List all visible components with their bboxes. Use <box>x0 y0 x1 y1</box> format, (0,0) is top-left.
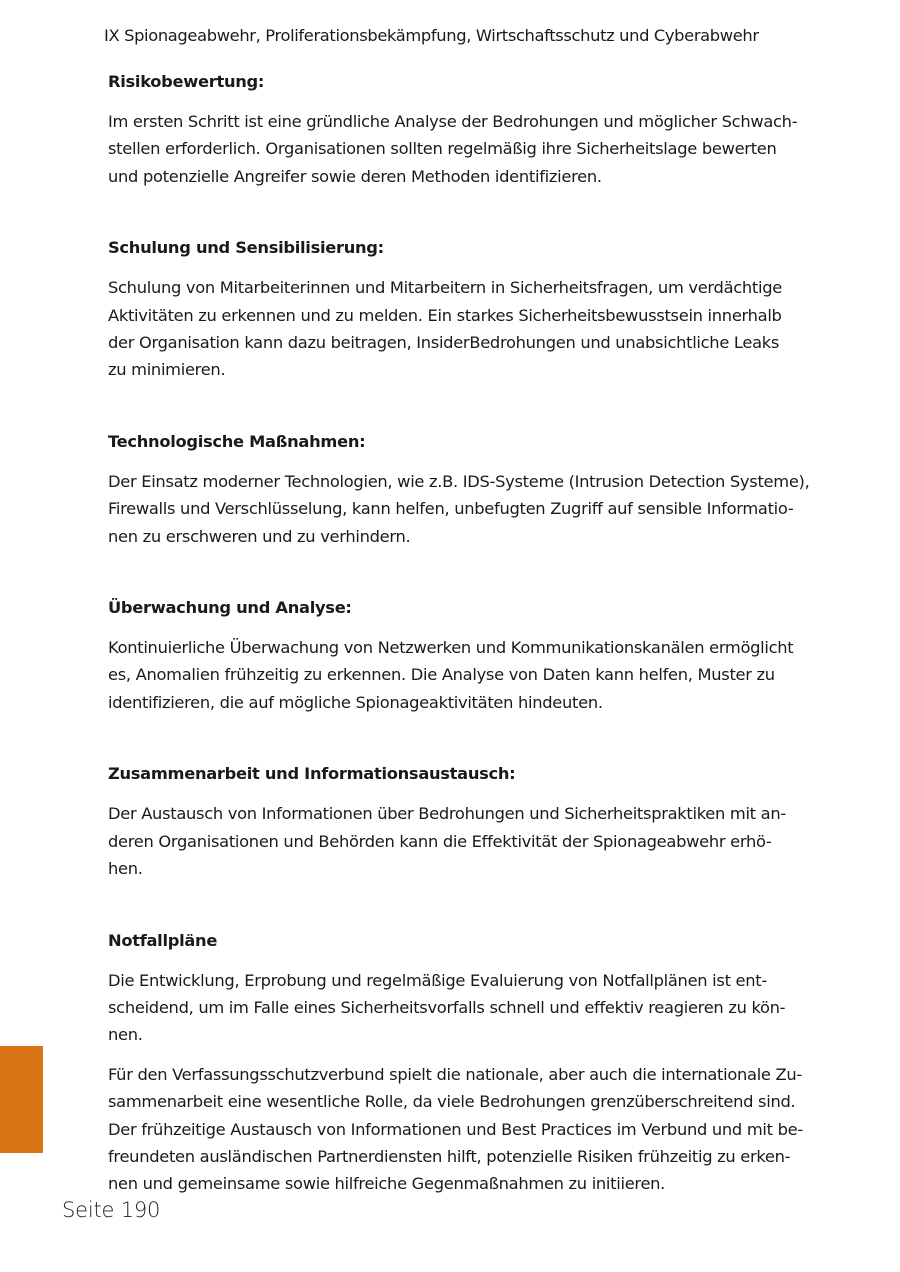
section-zusammenarbeit <box>108 760 838 882</box>
text-line: freundeten ausländischen Partnerdiensten hilft, potenzielle Risiken frühzeitig zu erken- <box>108 1146 791 1166</box>
body-paragraph <box>108 108 838 190</box>
text-line: und potenzielle Angreifer sowie deren Methoden identifizieren. <box>108 166 602 186</box>
section-notfallplaene <box>108 927 838 1198</box>
section-heading: Risikobewertung: <box>108 72 265 91</box>
text-line: es, Anomalien frühzeitig zu erkennen. Die Analyse von Daten kann helfen, Muster zu <box>108 665 775 685</box>
text-line: Im ersten Schritt ist eine gründliche Analyse der Bedrohungen und möglicher Schwach- <box>108 112 798 131</box>
text-line: der Organisation kann dazu beitragen, InsiderBedrohungen und unabsichtliche Leaks <box>108 333 780 353</box>
text-line: Der Einsatz moderner Technologien, wie z.B. IDS-Systeme (Intrusion Detection Systeme), <box>108 471 810 491</box>
section-heading: Überwachung und Analyse: <box>108 598 352 618</box>
text-line: Der frühzeitige Austausch von Informationen und Best Practices im Verbund und mit be- <box>108 1119 803 1139</box>
text-line: deren Organisationen und Behörden kann die Effektivität der Spionageabwehr erhö- <box>108 831 772 851</box>
section-ueberwachung <box>108 594 838 716</box>
body-paragraph-verfassungsschutzverbund <box>108 1061 838 1198</box>
page-body <box>108 68 838 1198</box>
text-line: nen und gemeinsame sowie hilfreiche Gegenmaßnahmen zu initiieren. <box>108 1174 666 1194</box>
running-header: IX Spionageabwehr, Proliferationsbekämpfung, Wirtschaftsschutz und Cyberabwehr <box>104 26 759 45</box>
body-paragraph <box>108 468 838 550</box>
text-line: identifizieren, die auf mögliche Spionageaktivitäten hindeuten. <box>108 692 603 712</box>
body-paragraph <box>108 634 838 716</box>
text-line: sammenarbeit eine wesentliche Rolle, da viele Bedrohungen grenzüberschreitend sind. <box>108 1092 796 1112</box>
section-heading: Technologische Maßnahmen: <box>108 431 366 451</box>
section-heading: Schulung und Sensibilisierung: <box>108 238 384 258</box>
body-paragraph <box>108 800 838 882</box>
section-technologische-massnahmen <box>108 428 838 550</box>
text-line: Für den Verfassungsschutzverbund spielt die nationale, aber auch die internationale Zu- <box>108 1064 802 1084</box>
body-paragraph <box>108 967 838 1049</box>
section-heading: Notfallpläne <box>108 930 218 950</box>
section-risikobewertung <box>108 68 838 190</box>
text-line: Der Austausch von Informationen über Bedrohungen und Sicherheitspraktiken mit an- <box>108 804 786 824</box>
body-paragraph <box>108 274 838 384</box>
chapter-side-tab <box>0 1046 43 1153</box>
section-schulung <box>108 234 838 384</box>
text-line: Kontinuierliche Überwachung von Netzwerken und Kommunikationskanälen ermöglicht <box>108 638 794 658</box>
text-line: nen zu erschweren und zu verhindern. <box>108 526 411 546</box>
text-line: stellen erforderlich. Organisationen sollten regelmäßig ihre Sicherheitslage bewerten <box>108 139 777 159</box>
text-line: zu minimieren. <box>108 360 226 380</box>
text-line: Aktivitäten zu erkennen und zu melden. Ein starkes Sicherheitsbewusstsein innerhalb <box>108 305 782 325</box>
text-line: Schulung von Mitarbeiterinnen und Mitarbeitern in Sicherheitsfragen, um verdächtige <box>108 278 782 298</box>
section-heading: Zusammenarbeit und Informationsaustausch: <box>108 764 516 784</box>
page-number: Seite 190 <box>62 1198 161 1222</box>
text-line: nen. <box>108 1025 143 1045</box>
text-line: Die Entwicklung, Erprobung und regelmäßige Evaluierung von Notfallplänen ist ent- <box>108 970 767 990</box>
text-line: Firewalls und Verschlüsselung, kann helfen, unbefugten Zugriff auf sensible Informatio- <box>108 499 794 519</box>
text-line: scheidend, um im Falle eines Sicherheitsvorfalls schnell und effektiv reagieren zu kön- <box>108 997 786 1017</box>
text-line: hen. <box>108 859 143 879</box>
